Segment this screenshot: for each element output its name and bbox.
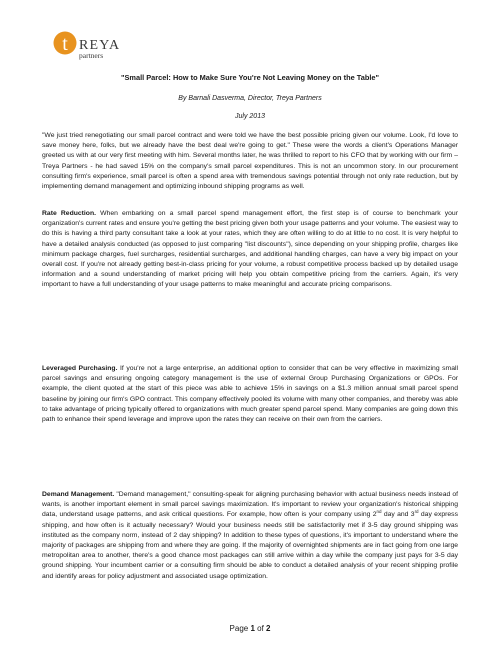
demand-management-text-3: day express shipping, and how often is it actually necessary? Would your business needs still be satisfactorily met if 3-5 day ground shipping was instituted as the company norm, instead of 2 day shipping? In addition to these types of questions, it's important to understand where the majority of packages are shipping from and where they are going. If the majority of overnighted shipments are in fact going from one large metropolitan area to another, there's a good chance most packages can still arrive within a day while the company just pays for 3-5 day ground shipping. Your incumbent carrier or a consulting firm should be able to conduct a detailed analysis of your recent shipping profile and identify areas for policy adjustment and associated usage optimization. [42,511,458,580]
logo-sub: partners [79,51,104,60]
intro-paragraph: "We just tried renegotiating our small parcel contract and were told we have the best possible pricing given our volume. Look, I'd love to save money here, folks, but we already have the best deal we're going to get." These were the words a client's Operations Manager greeted us with at our very first meeting with him. Several months later, he was thrilled to report to his CFO that by working with our firm – Treya Partners - he had saved 15% on the company's small parcel expenditures. This is not an uncommon story. In our procurement consulting firm's experience, small parcel is often a spend area with tremendous savings potential through not only rate reduction, but by implementing demand management and optimizing inbound shipping programs as well. [42,132,458,191]
treya-partners-logo [50,27,170,67]
page-prefix: Page [229,624,251,633]
page-middle: of [254,624,267,633]
rate-reduction-paragraph [42,209,458,291]
superscript-rd: rd [414,509,419,515]
logo-letter: t [62,33,68,55]
demand-management-heading: Demand Management. [42,491,115,498]
article-title: "Small Parcel: How to Make Sure You're Not Leaving Money on the Table" [120,73,380,82]
demand-management-text-1: "Demand management," consulting-speak for aligning purchasing behavior with actual business needs instead of wants, is another important element in small parcel savings maximization. It's important to review your organization's historical shipping data, understand usage patterns, and ask critical questions. For example, how often is your company using 2 [42,491,458,519]
page-number [40,624,460,633]
page-current: 1 [250,624,255,633]
leveraged-purchasing-paragraph [42,364,458,425]
leveraged-purchasing-text: If you're not a large enterprise, an additional option to consider that can be very effective in maximizing small parcel savings and ensuring ongoing category management is the use of external Group Purchasing Organizations or GPOs. For example, the client quoted at the start of this piece was able to achieve 15% in savings on a $1.3 million annual small parcel spend baseline by joining our firm's GPO contract. This company effectively pooled its volume with many other companies, and thereby was able to take advantage of pricing typically offered to organizations with much greater spend parcel spend. Many companies are going down this path to enhance their spend leverage and improve upon the rates they can receive on their own from the carriers. [42,365,459,424]
page-total: 2 [266,624,271,633]
superscript-nd: nd [376,509,382,515]
logo-name: REYA [79,38,121,53]
rate-reduction-text: When embarking on a small parcel spend management effort, the first step is of course to benchmark your organization's current rates and ensure you're getting the best pricing given both your usage patterns and your volume. The easiest way to do this is having a third party consultant take a look at your rates, which they are often willing to do at little to no cost. It is very helpful to have a detailed analysis conducted (as opposed to just comparing "list discounts"), since depending on your shipping profile, charges like minimum package charges, fuel surcharges, residential surcharges, and additional handling charges, can have a very big impact on your overall cost. If you're not already getting best-in-class pricing for your volume, a robust competitive process backed up by detailed usage information and a sound understanding of market pricing will help you obtain competitive pricing from the carriers. Again, it's very important to have a full understanding of your usage patterns to make meaningful and accurate pricing comparisons. [42,210,458,289]
publication-date: July 2013 [235,113,265,120]
demand-management-text-2: day and 3 [381,511,415,519]
rate-reduction-heading: Rate Reduction. [42,210,96,217]
author-byline: By Barnali Dasverma, Director, Treya Partners [178,95,322,102]
demand-management-paragraph [42,490,458,582]
leveraged-purchasing-heading: Leveraged Purchasing. [42,365,118,372]
